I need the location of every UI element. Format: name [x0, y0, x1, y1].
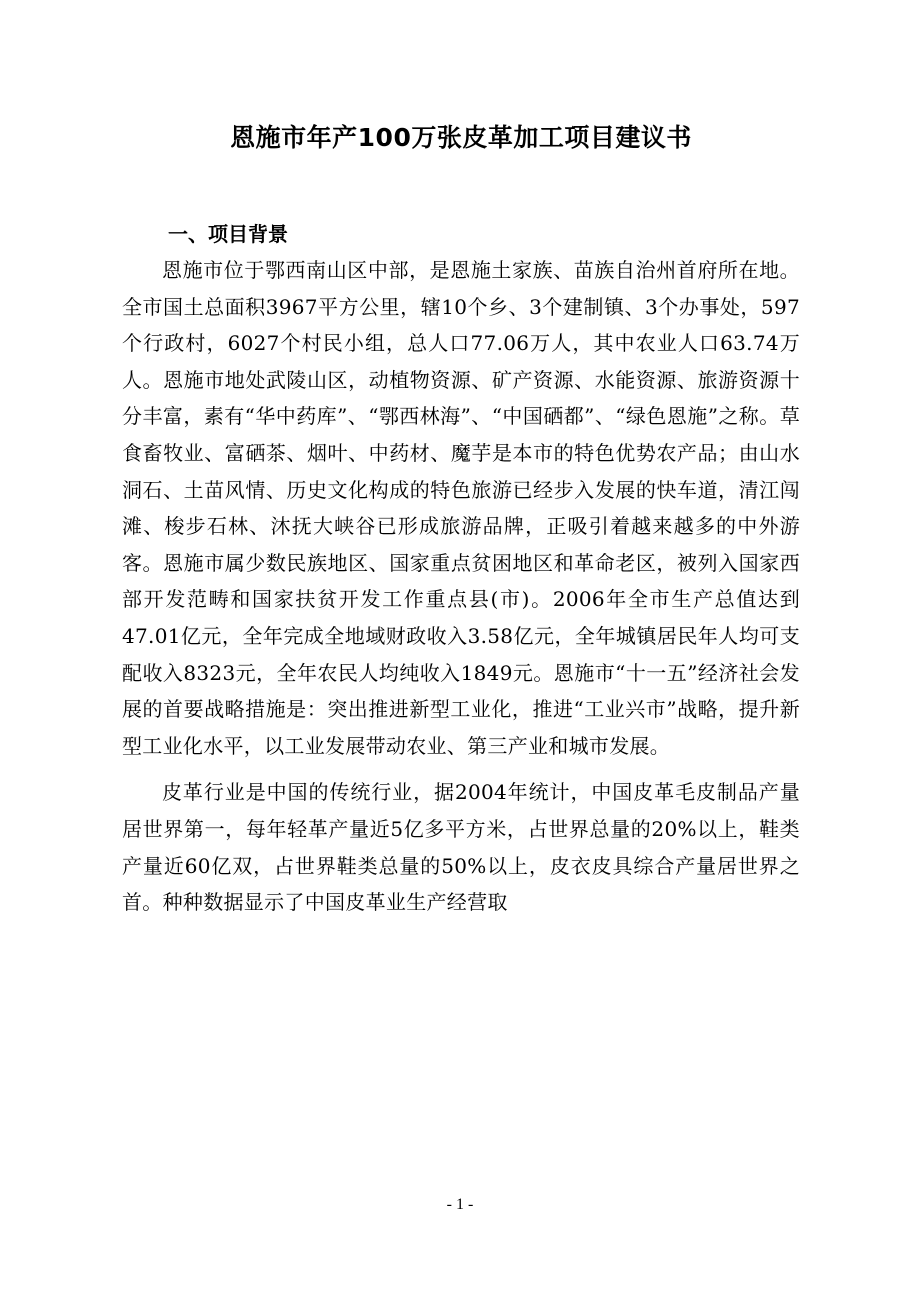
- document-title: 恩施市年产100万张皮革加工项目建议书: [230, 123, 692, 152]
- section-heading: 一、项目背景: [168, 222, 288, 246]
- page-number: - 1 -: [446, 1196, 474, 1213]
- paragraph-leather-industry: 皮革行业是中国的传统行业，据2004年统计，中国皮革毛皮制品产量居世界第一，每年轻革产量近5亿多平方米，占世界总量的20%以上，鞋类产量近60亿双，占世界鞋类总量的50%以上，皮衣皮具综合产量居世界之首。种种数据显示了中国皮革业生产经营取: [122, 780, 800, 915]
- paragraph-background: 恩施市位于鄂西南山区中部，是恩施土家族、苗族自治州首府所在地。全市国土总面积3967平方公里，辖10个乡、3个建制镇、3个办事处，597个行政村，6027个村民小组，总人口77.06万人，其中农业人口63.74万人。恩施市地处武陵山区，动植物资源、矿产资源、水能资源、旅游资源十分丰富，素有“华中药库”、“鄂西林海”、“中国硒都”、“绿色恩施”之称。草食畜牧业、富硒茶、烟叶、中药材、魔芋是本市的特色优势农产品；由山水洞石、土苗风情、历史文化构成的特色旅游已经步入发展的快车道，清江闯滩、梭步石林、沐抚大峡谷已形成旅游品牌，正吸引着越来越多的中外游客。恩施市属少数民族地区、国家重点贫困地区和革命老区，被列入国家西部开发范畴和国家扶贫开发工作重点县(市)。2006年全市生产总值达到47.01亿元，全年完成全地域财政收入3.58亿元，全年城镇居民年人均可支配收入8323元，全年农民人均纯收入1849元。恩施市“十一五”经济社会发展的首要战略措施是：突出推进新型工业化，推进“工业兴市”战略，提升新型工业化水平，以工业发展带动农业、第三产业和城市发展。: [122, 258, 800, 758]
